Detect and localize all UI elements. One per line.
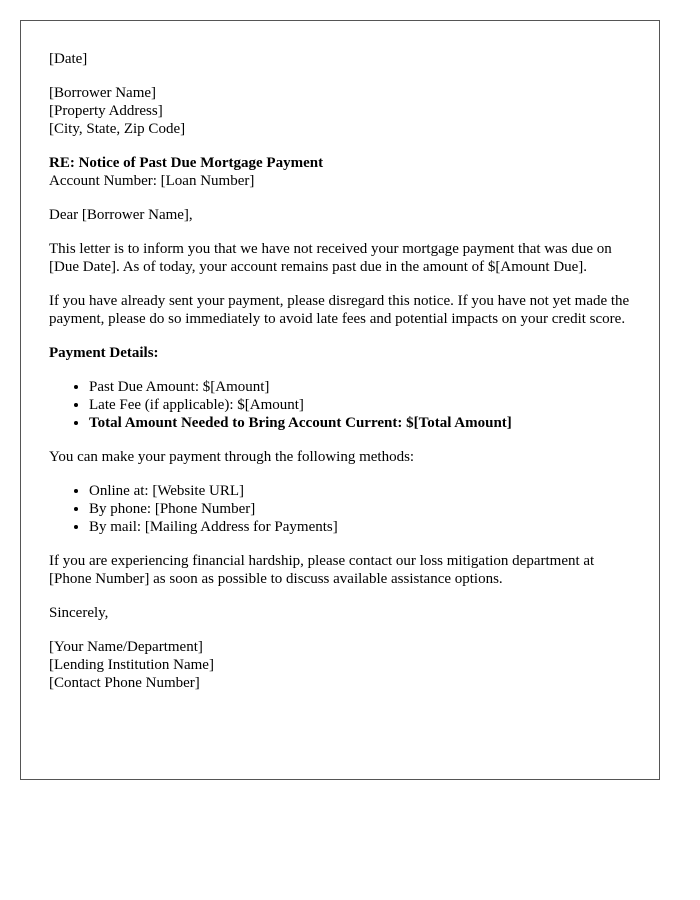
letter-date: [Date] [49, 51, 88, 67]
closing: Sincerely, [49, 605, 109, 621]
hardship-paragraph: If you are experiencing financial hardship, please contact our loss mitigation department at [Phone Number] as soon as possible to discuss available assistance options. [49, 553, 595, 587]
list-item-online: • Online at: [Website URL] [89, 482, 631, 500]
signature-block [49, 638, 631, 692]
recipient-property-address: [Property Address] [49, 103, 163, 119]
payment-details-list [49, 378, 631, 432]
payment-methods-intro: You can make your payment through the following methods: [49, 449, 415, 465]
recipient-name: [Borrower Name] [49, 85, 157, 101]
list-item-phone: • By phone: [Phone Number] [89, 500, 631, 518]
account-number: Account Number: [Loan Number] [49, 173, 255, 189]
disregard-paragraph: If you have already sent your payment, please disregard this notice. If you have not yet made the payment, please do so immediately to avoid late fees and potential impacts on your credit score. [49, 293, 630, 327]
intro-paragraph: This letter is to inform you that we have not received your mortgage payment that was due on [Due Date]. As of today, your account remains past due in the amount of $[Amount Due]. [49, 241, 612, 275]
signature-phone: [Contact Phone Number] [49, 675, 200, 691]
list-item-late-fee: • Late Fee (if applicable): $[Amount] [89, 396, 631, 414]
list-item-total-amount: • Total Amount Needed to Bring Account Current: $[Total Amount] [89, 414, 631, 432]
list-item-past-due-amount: • Past Due Amount: $[Amount] [89, 378, 631, 396]
letter-page [20, 20, 660, 780]
recipient-city-state-zip: [City, State, Zip Code] [49, 121, 186, 137]
salutation: Dear [Borrower Name], [49, 207, 193, 223]
signature-institution: [Lending Institution Name] [49, 657, 214, 673]
payment-methods-list [49, 482, 631, 536]
recipient-address-block [49, 84, 631, 138]
list-item-mail: • By mail: [Mailing Address for Payments] [89, 518, 631, 536]
subject-line: RE: Notice of Past Due Mortgage Payment [49, 155, 324, 171]
payment-details-heading: Payment Details: [49, 345, 159, 361]
signature-name: [Your Name/Department] [49, 639, 203, 655]
subject-block [49, 154, 631, 190]
